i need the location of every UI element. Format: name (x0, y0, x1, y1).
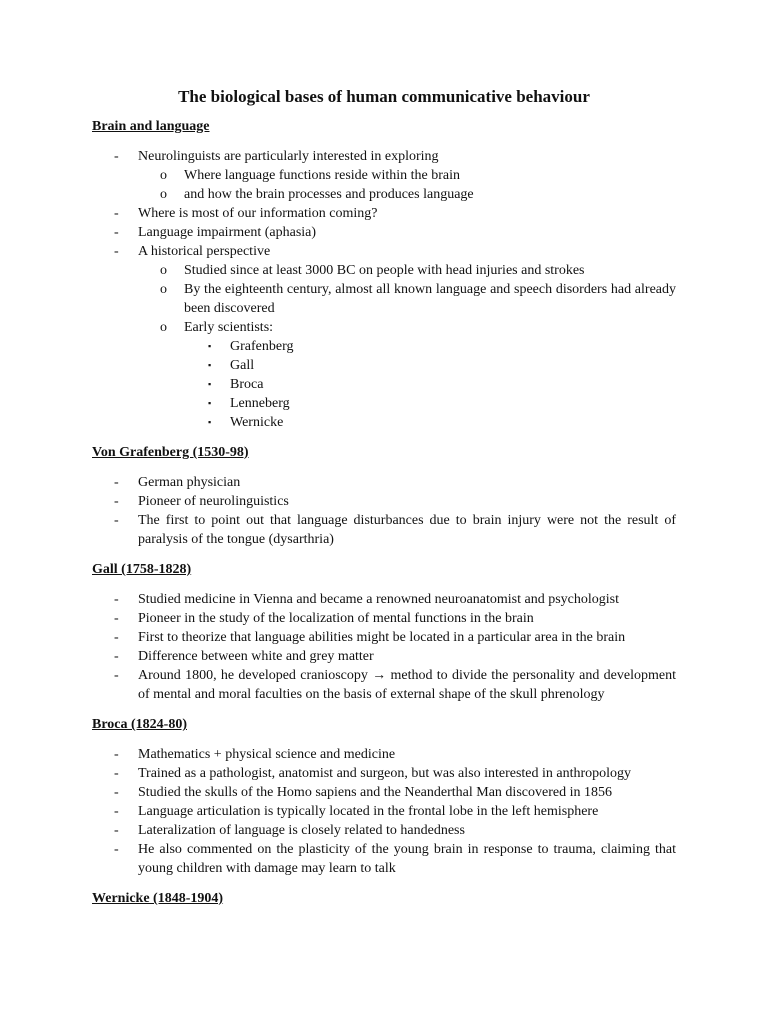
bullet-marker: - (114, 649, 119, 664)
bullet-marker: - (114, 668, 119, 683)
list-item-text: Grafenberg (230, 339, 294, 354)
bullet-marker: - (114, 244, 119, 259)
bullet-marker: - (114, 747, 119, 762)
list-item-text: and how the brain processes and produces language (184, 187, 474, 202)
list-item-text: Broca (230, 377, 264, 392)
bullet-marker: - (114, 592, 119, 607)
list-item-text: Lenneberg (230, 396, 290, 411)
list-item-text: Early scientists: (184, 320, 274, 335)
list-item (92, 337, 676, 356)
section-heading: Wernicke (1848-1904) (92, 891, 224, 906)
list-item (92, 745, 676, 764)
list-item (92, 261, 676, 280)
list-item-text: First to theorize that language abilities might be located in a particular area in the brain (138, 630, 626, 645)
bullet-marker: o (160, 282, 167, 297)
list-item-text: He also commented on the plasticity of the young brain in response to trauma, claiming that young children with damage may learn to talk (138, 842, 676, 876)
bullet-marker: o (160, 168, 167, 183)
bullet-list (92, 590, 676, 704)
list-item (92, 185, 676, 204)
list-item-text: Studied since at least 3000 BC on people with head injuries and strokes (184, 263, 585, 278)
list-item-text: Language impairment (aphasia) (138, 225, 317, 240)
list-item-text: Trained as a pathologist, anatomist and surgeon, but was also interested in anthropology (138, 766, 632, 781)
list-item-text: Around 1800, he developed cranioscopy → method to divide the personality and development of mental and moral faculties on the basis of external shape of the skull phrenology (138, 668, 676, 702)
section (92, 560, 676, 704)
section (92, 117, 676, 432)
list-item-text: Language articulation is typically located in the frontal lobe in the left hemisphere (138, 804, 599, 819)
list-item-text: Difference between white and grey matter (138, 649, 374, 664)
list-item-text: Gall (230, 358, 255, 373)
bullet-marker: ▪ (208, 341, 212, 351)
list-item (92, 204, 676, 223)
list-item (92, 764, 676, 783)
bullet-marker: - (114, 494, 119, 509)
document-title: The biological bases of human communicative behaviour (178, 87, 590, 106)
bullet-marker: - (114, 804, 119, 819)
bullet-marker: ▪ (208, 417, 212, 427)
bullet-marker: - (114, 513, 119, 528)
list-item (92, 783, 676, 802)
list-item-text: Wernicke (230, 415, 284, 430)
bullet-list (92, 147, 676, 432)
list-item-text: The first to point out that language disturbances due to brain injury were not the result of paralysis of the tongue (dysarthria) (138, 513, 676, 547)
list-item (92, 166, 676, 185)
section (92, 889, 676, 908)
list-item (92, 318, 676, 337)
list-item-text: A historical perspective (138, 244, 271, 259)
list-item (92, 840, 676, 878)
list-item-text: Pioneer in the study of the localization of mental functions in the brain (138, 611, 534, 626)
bullet-list (92, 473, 676, 549)
bullet-marker: o (160, 320, 167, 335)
bullet-marker: - (114, 823, 119, 838)
section (92, 443, 676, 549)
list-item-text: German physician (138, 475, 241, 490)
list-item (92, 511, 676, 549)
list-item (92, 242, 676, 261)
list-item (92, 666, 676, 704)
list-item (92, 647, 676, 666)
list-item (92, 821, 676, 840)
section-heading: Gall (1758-1828) (92, 562, 192, 577)
bullet-marker: - (114, 842, 119, 857)
bullet-marker: - (114, 475, 119, 490)
bullet-marker: - (114, 206, 119, 221)
bullet-marker: - (114, 225, 119, 240)
list-item (92, 394, 676, 413)
list-item (92, 628, 676, 647)
list-item (92, 356, 676, 375)
bullet-list (92, 745, 676, 878)
bullet-marker: ▪ (208, 398, 212, 408)
bullet-marker: ▪ (208, 379, 212, 389)
list-item (92, 609, 676, 628)
list-item-text: Pioneer of neurolinguistics (138, 494, 289, 509)
list-item (92, 473, 676, 492)
section-heading: Von Grafenberg (1530-98) (92, 445, 249, 460)
list-item-text: By the eighteenth century, almost all known language and speech disorders had already been discovered (184, 282, 676, 316)
list-item (92, 223, 676, 242)
section-heading: Brain and language (92, 119, 210, 134)
bullet-marker: o (160, 187, 167, 202)
list-item-text: Lateralization of language is closely related to handedness (138, 823, 465, 838)
list-item-text: Where is most of our information coming? (138, 206, 378, 221)
bullet-marker: - (114, 785, 119, 800)
list-item (92, 492, 676, 511)
list-item (92, 280, 676, 318)
bullet-marker: - (114, 149, 119, 164)
list-item-text: Where language functions reside within the brain (184, 168, 461, 183)
section (92, 715, 676, 878)
document-body (92, 117, 676, 908)
list-item (92, 413, 676, 432)
section-heading: Broca (1824-80) (92, 717, 187, 732)
list-item-text: Mathematics + physical science and medicine (138, 747, 396, 762)
list-item (92, 147, 676, 166)
bullet-marker: - (114, 766, 119, 781)
bullet-marker: ▪ (208, 360, 212, 370)
list-item (92, 590, 676, 609)
list-item-text: Studied the skulls of the Homo sapiens and the Neanderthal Man discovered in 1856 (138, 785, 612, 800)
bullet-marker: o (160, 263, 167, 278)
list-item-text: Studied medicine in Vienna and became a renowned neuroanatomist and psychologist (138, 592, 619, 607)
bullet-marker: - (114, 630, 119, 645)
list-item (92, 375, 676, 394)
bullet-marker: - (114, 611, 119, 626)
list-item-text: Neurolinguists are particularly interested in exploring (138, 149, 439, 164)
list-item (92, 802, 676, 821)
